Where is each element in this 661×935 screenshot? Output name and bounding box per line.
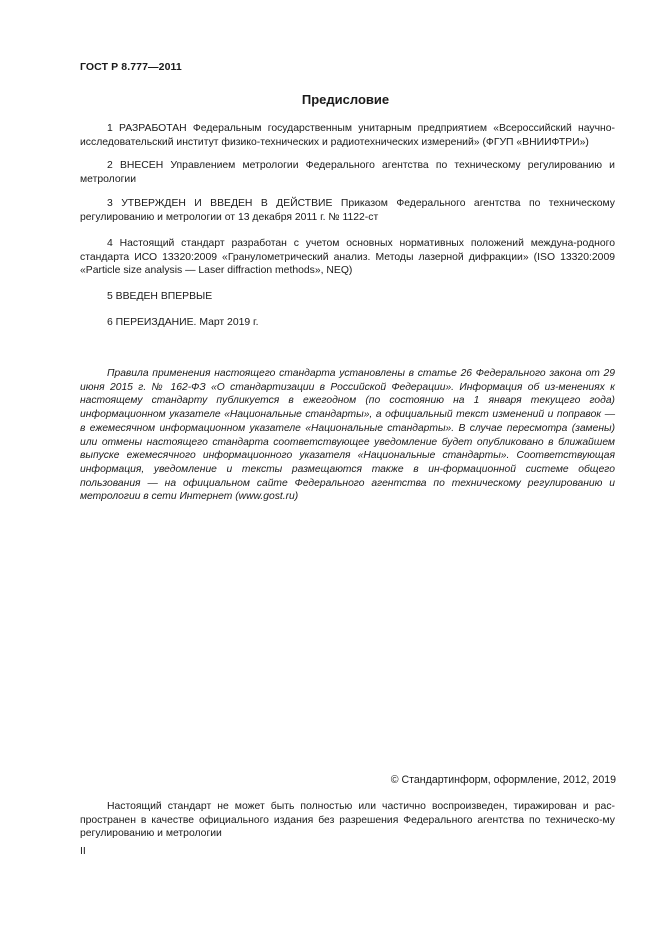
preface-item-1-text: 1 РАЗРАБОТАН Федеральным государственным унитарным предприятием «Всероссийский научно-исследовательский институт физико-технических и радиотехнических измерений» (ФГУП «ВНИИФТРИ») [80,123,615,148]
preface-item-2 [80,159,615,186]
preface-title: Предисловие [301,92,390,107]
standard-rules-note [80,367,615,504]
preface-item-4-text: 4 Настоящий стандарт разработан с учетом основных нормативных положений междуна-родного стандарта ИСО 13320:2009 «Гранулометрический анализ. Методы лазерной дифракции» (ISO 13320:2009 «Particle size analysis — Laser diffraction methods», NEQ) [80,238,615,277]
preface-item-5-text: 5 ВВЕДЕН ВПЕРВЫЕ [107,291,213,302]
preface-item-6 [80,316,615,330]
preface-item-4 [80,237,615,278]
preface-item-1 [80,122,615,149]
preface-item-3 [80,197,615,224]
preface-item-2-text: 2 ВНЕСЕН Управлением метрологии Федерального агентства по техническому регулированию и метрологии [80,160,615,185]
page-number: II [80,845,86,857]
preface-item-3-text: 3 УТВЕРЖДЕН И ВВЕДЕН В ДЕЙСТВИЕ Приказом Федерального агентства по техническому регулированию и метрологии от 13 декабря 2011 г. № 1122-ст [80,198,615,223]
copyright-line: © Стандартинформ, оформление, 2012, 2019 [390,774,616,786]
preface-item-5 [80,290,615,304]
document-code-header: ГОСТ Р 8.777—2011 [80,61,182,73]
standard-rules-note-text: Правила применения настоящего стандарта установлены в статье 26 Федерального закона от 29 июня 2015 г. № 162-ФЗ «О стандартизации в Российской Федерации». Информация об из-менениях к настоящему стандарту публикуется в ежегодном (по состоянию на 1 января текущего года) информационном указателе «Национальные стандарты», а официальный текст изменений и поправок — в ежемесячном информационном указателе «Национальные стандарты». В случае пересмотра (замены) или отмены настоящего стандарта соответствующее уведомление будет опубликовано в ближайшем выпуске ежемесячного информационного указателя «Национальные стандарты». Соответствующая информация, уведомление и тексты размещаются также в ин-формационной системе общего пользования — на официальном сайте Федерального агентства по техническому регулированию и метрологии в сети Интернет (www.gost.ru) [80,368,615,503]
reproduction-notice-text: Настоящий стандарт не может быть полностью или частично воспроизведен, тиражирован и рас-пространен в качестве официального издания без разрешения Федерального агентства по техническо-му регулированию и метрологии [80,801,615,840]
reproduction-notice [80,800,615,841]
preface-item-6-text: 6 ПЕРЕИЗДАНИЕ. Март 2019 г. [107,317,259,328]
